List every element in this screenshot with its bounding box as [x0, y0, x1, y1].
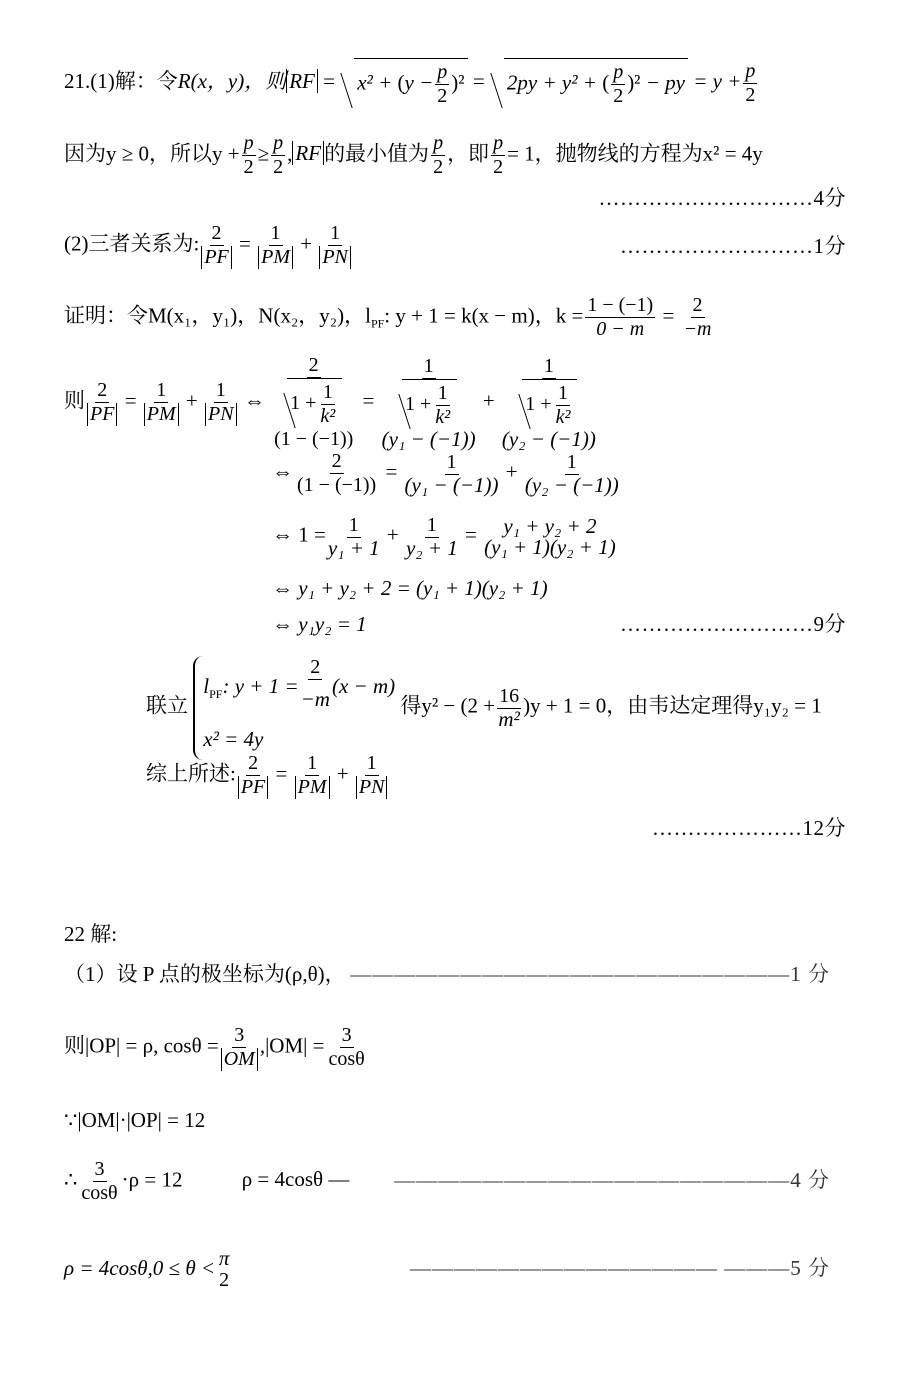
score-1: ………………………1分	[620, 234, 846, 258]
score-4: …………………………4分	[598, 186, 846, 210]
q21-conclusion: 综上所述: $\frac{2}{PF}$ = $\frac{1}{PM}$ + $\frac{1}{PN}$	[146, 752, 389, 799]
q21-equiv1: 则 $\frac{2}{PF}$ = $\frac{1}{PM}$ + $\frac{1}{PN}$ ⇔ 2 1 + $\frac{1}{\text{k²}}$ (1 − (−1)) = 1 1 + $\frac{1}{\text{k²}}$ (y₁ − (−1)) + 1 1 + $\frac{1}{\text{k²}}$ (y₂ − (−1))	[64, 354, 596, 451]
q22-part1: （1）设 P 点的极坐标为(ρ,θ)，	[64, 962, 346, 986]
sqrt-1: x² + (y − $\frac{p}{2}$ )²	[342, 58, 467, 108]
q22-line5: ρ = 4cosθ,0 ≤ θ < π 2	[64, 1246, 230, 1291]
q21-equiv2: ⇔ $\frac{2}{(1 - (-1))}$ = $\frac{1}{\text{(y₁ − (−1))}}$ + $\frac{1}{\text{(y₂ − (−1))}}$	[272, 450, 619, 497]
score-12: …………………12分	[652, 816, 846, 840]
q22-dash4: ——————————————————4 分	[394, 1168, 830, 1192]
q22-dash5: —————————————— ———5 分	[410, 1256, 830, 1280]
q21-equiv4: ⇔ y₁ + y₂ + 2 = (y₁ + 1)(y₂ + 1)	[272, 576, 548, 600]
q21-system: 联立 $l_{PF}$: y + 1 = $\frac{2}{-m}$ (x − m) x² = 4y 得y² − (2 + $\frac{16}{\text{m²}}$ )y + 1 = 0，由韦达定理得y₁y₂ = 1	[146, 656, 822, 760]
q21-line1: 21.(1)解：令R(x，y)，则 RF = x² + (y − $\frac{p}{2}$ )² = 2py + y² + ( $\frac{p}{2}$ )² − py = y + $\frac{p}{2}$	[64, 59, 756, 107]
brace: $l_{PF}$: y + 1 = $\frac{2}{-m}$ (x − m) x² = 4y	[193, 656, 395, 760]
q22-line4: ∴ $\frac{3}{\cos\theta}$ ·ρ = 12 ρ = 4cosθ —	[64, 1158, 350, 1204]
q22-dash1: ————————————————————1 分	[350, 962, 830, 986]
q22-line3: ∵|OM|·|OP| = 12	[64, 1108, 206, 1132]
q21-proof: 证明：令M(x₁，y₁)，N(x₂，y₂)，$l_{PF}$: y + 1 = k(x − m)，k = $\frac{1 - (-1)}{0 - m}$ = $\frac{2}{-m}$	[64, 294, 712, 340]
q21-equiv3: ⇔ 1 = $\frac{1}{\text{y₁ + 1}}$ + $\frac{1}{\text{y₂ + 1}}$ = y₁ + y₂ + 2 (y₁ + 1)(y₂ + 1)	[272, 513, 616, 560]
q21-label: 21.(1)解：	[64, 68, 157, 93]
sqrt-2: 2py + y² + ( $\frac{p}{2}$ )² − py	[492, 58, 688, 108]
q22-label: 22 解:	[64, 922, 118, 946]
score-9: ………………………9分	[620, 612, 846, 636]
q21-part2: (2)三者关系为: $\frac{2}{PF}$ = $\frac{1}{PM}$ + $\frac{1}{PN}$	[64, 222, 353, 269]
q21-equiv5: ⇔ y₁y₂ = 1	[272, 612, 367, 636]
q21-line2: 因为y ≥ 0，所以y + $\frac{p}{2}$ ≥ $\frac{p}{2}$ , RF 的最小值为 $\frac{p}{2}$ ，即 $\frac{p}{2}$ = 1，抛物线的方程为x² = 4y	[64, 132, 763, 178]
q22-line2: 则|OP| = ρ, cosθ = $\frac{3}{OM}$ ,|OM| = $\frac{3}{\cos\theta}$	[64, 1024, 365, 1070]
